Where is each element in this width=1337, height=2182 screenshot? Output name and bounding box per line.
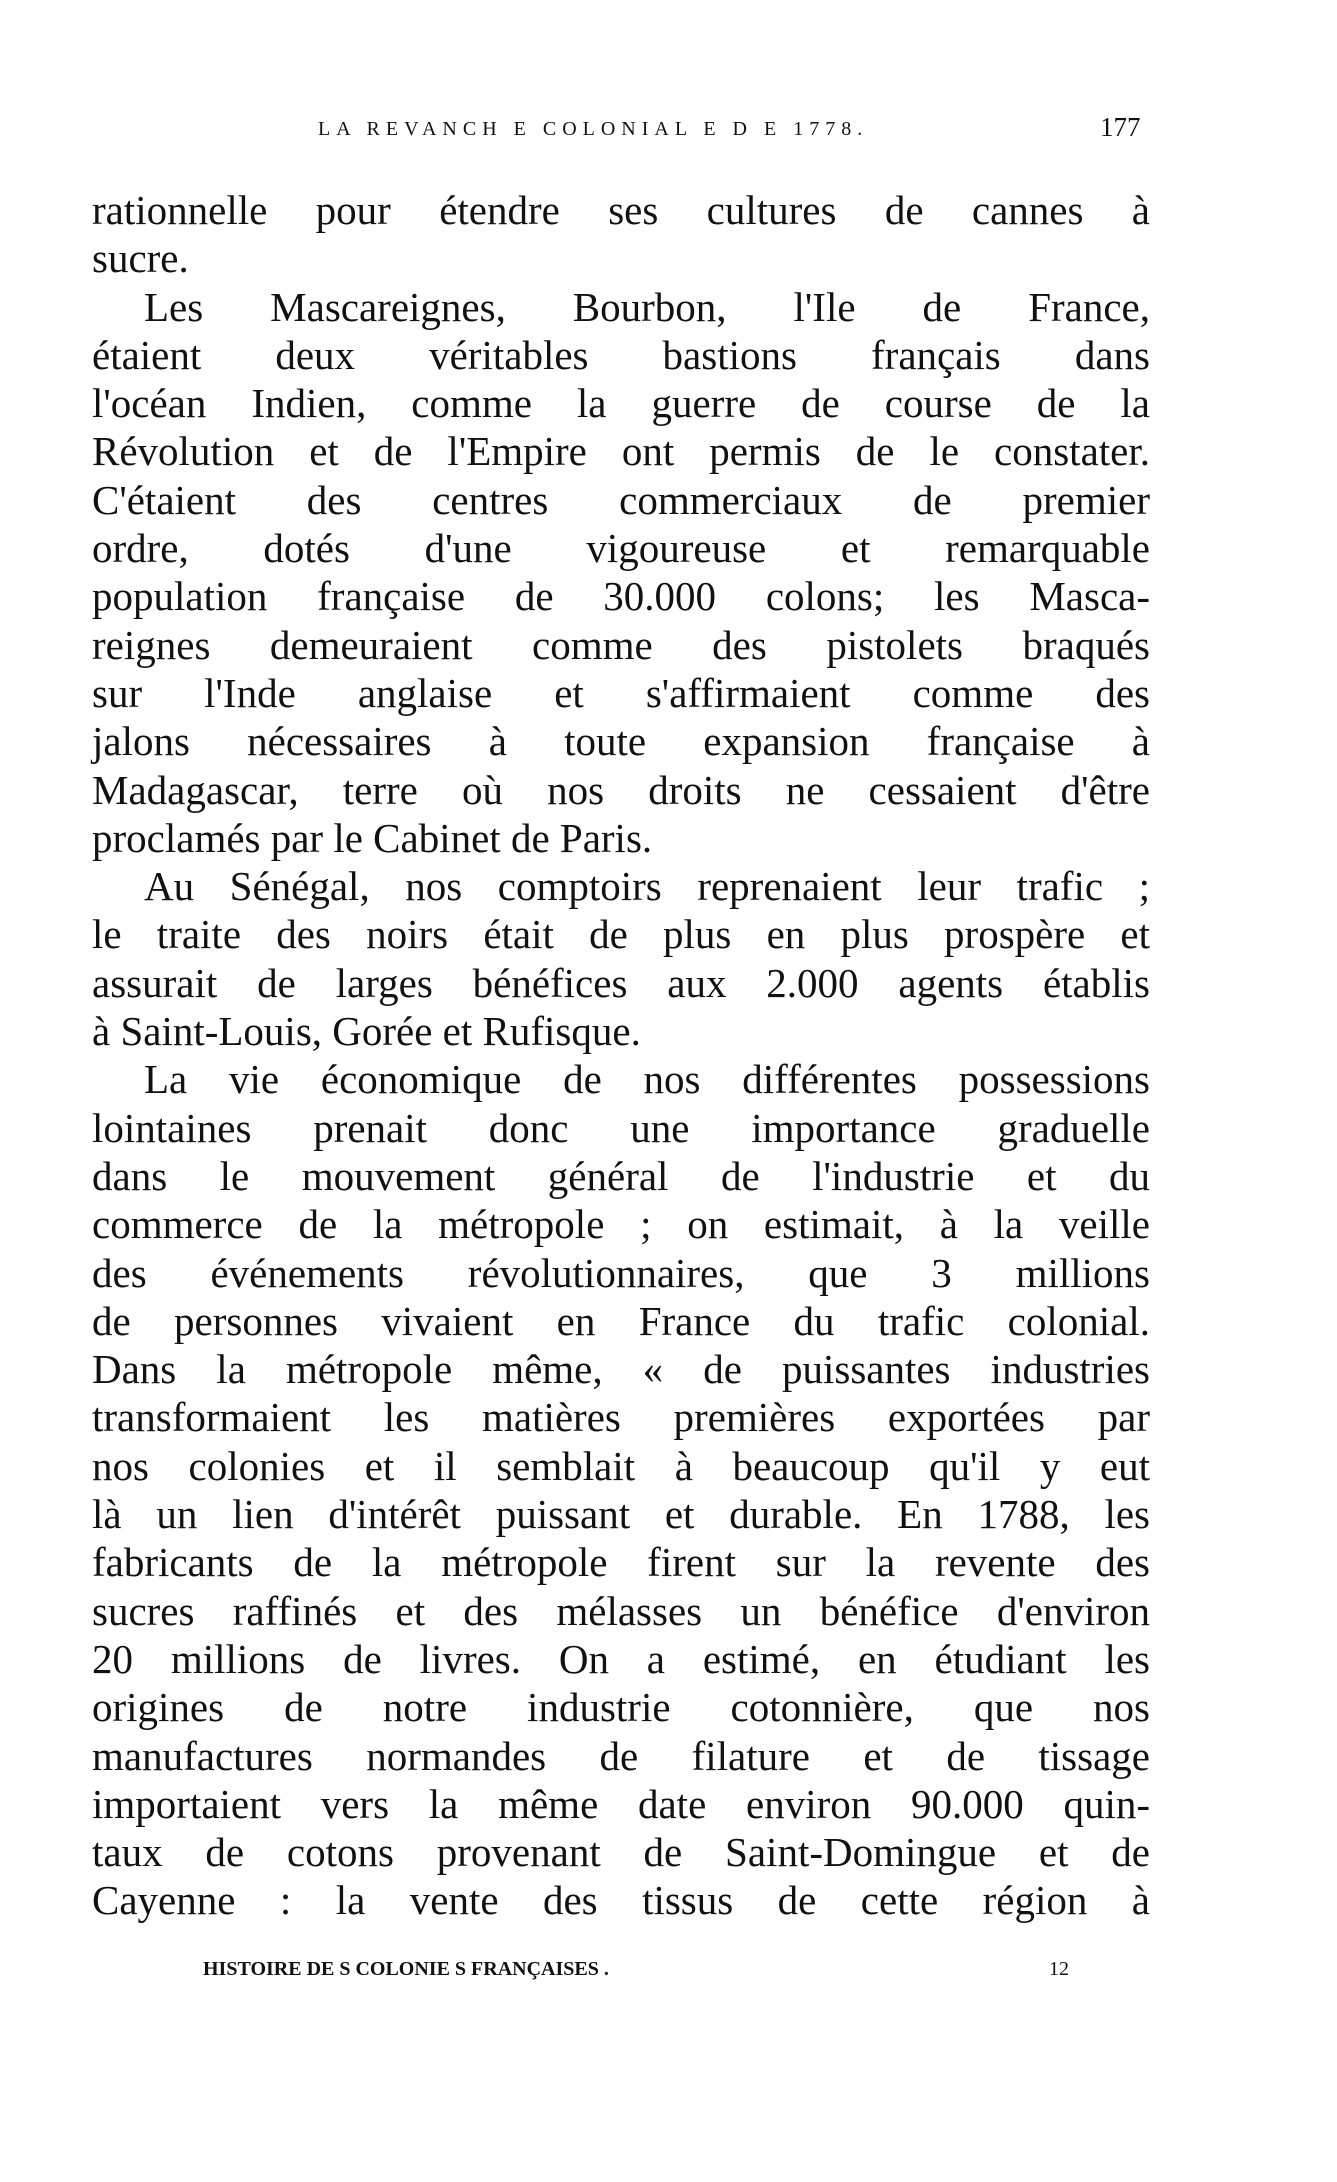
text-line: Madagascar, terre où nos droits ne cessaient d'être [92, 766, 1150, 813]
text-line: le traite des noirs était de plus en plus prospère et [92, 911, 1150, 958]
text-line: dans le mouvement général de l'industrie et du [92, 1152, 1150, 1199]
text-line: C'étaient des centres commerciaux de premier [92, 476, 1150, 523]
text-line: sur l'Inde anglaise et s'affirmaient comme des [92, 669, 1150, 716]
text-line: population française de 30.000 colons; les Masca- [92, 573, 1150, 620]
text-line: étaient deux véritables bastions français dans [92, 331, 1150, 378]
text-line: fabricants de la métropole firent sur la revente des [92, 1539, 1150, 1586]
text-line: sucre. [92, 235, 189, 282]
text-line: Dans la métropole même, « de puissantes industries [92, 1346, 1150, 1393]
text-line: reignes demeuraient comme des pistolets braqués [92, 621, 1150, 668]
text-line: de personnes vivaient en France du trafic colonial. [92, 1297, 1150, 1344]
text-line: nos colonies et il semblait à beaucoup qu'il y eut [92, 1442, 1150, 1489]
text-line: des événements révolutionnaires, que 3 millions [92, 1249, 1150, 1296]
text-line: Cayenne : la vente des tissus de cette région à [92, 1877, 1150, 1924]
text-line: sucres raffinés et des mélasses un bénéfice d'environ [92, 1587, 1150, 1634]
text-line: à Saint-Louis, Gorée et Rufisque. [92, 1008, 641, 1055]
running-header: LA REVANCH E COLONIAL E D E 1778. [318, 118, 869, 140]
text-line: importaient vers la même date environ 90.000 quin- [92, 1780, 1150, 1827]
paragraph-start-line: La vie économique de nos différentes possessions [144, 1056, 1150, 1103]
text-line: transformaient les matières premières exportées par [92, 1394, 1150, 1441]
text-line: 20 millions de livres. On a estimé, en étudiant les [92, 1635, 1150, 1682]
footer-book-title: HISTOIRE DE S COLONIE S FRANÇAISES . [203, 1958, 609, 1980]
page-number: 177 [1100, 112, 1141, 142]
text-line: lointaines prenait donc une importance graduelle [92, 1104, 1150, 1151]
paragraph-start-line: Au Sénégal, nos comptoirs reprenaient leur trafic ; [144, 863, 1150, 910]
body-text [92, 186, 1150, 1925]
text-line: ordre, dotés d'une vigoureuse et remarquable [92, 525, 1150, 572]
text-line: assurait de larges bénéfices aux 2.000 agents établis [92, 959, 1150, 1006]
text-line: taux de cotons provenant de Saint-Domingue et de [92, 1829, 1150, 1876]
text-line: proclamés par le Cabinet de Paris. [92, 814, 653, 861]
text-line: l'océan Indien, comme la guerre de course de la [92, 380, 1150, 427]
text-line: manufactures normandes de filature et de tissage [92, 1732, 1150, 1779]
paragraph-start-line: Les Mascareignes, Bourbon, l'Ile de France, [144, 283, 1150, 330]
text-line: là un lien d'intérêt puissant et durable. En 1788, les [92, 1491, 1150, 1538]
text-line: commerce de la métropole ; on estimait, à la veille [92, 1201, 1150, 1248]
text-line: origines de notre industrie cotonnière, que nos [92, 1684, 1150, 1731]
text-line: rationnelle pour étendre ses cultures de cannes à [92, 187, 1150, 233]
text-line: Révolution et de l'Empire ont permis de le constater. [92, 428, 1150, 475]
text-line: jalons nécessaires à toute expansion française à [92, 718, 1150, 765]
footer-signature-mark: 12 [1049, 1958, 1069, 1980]
